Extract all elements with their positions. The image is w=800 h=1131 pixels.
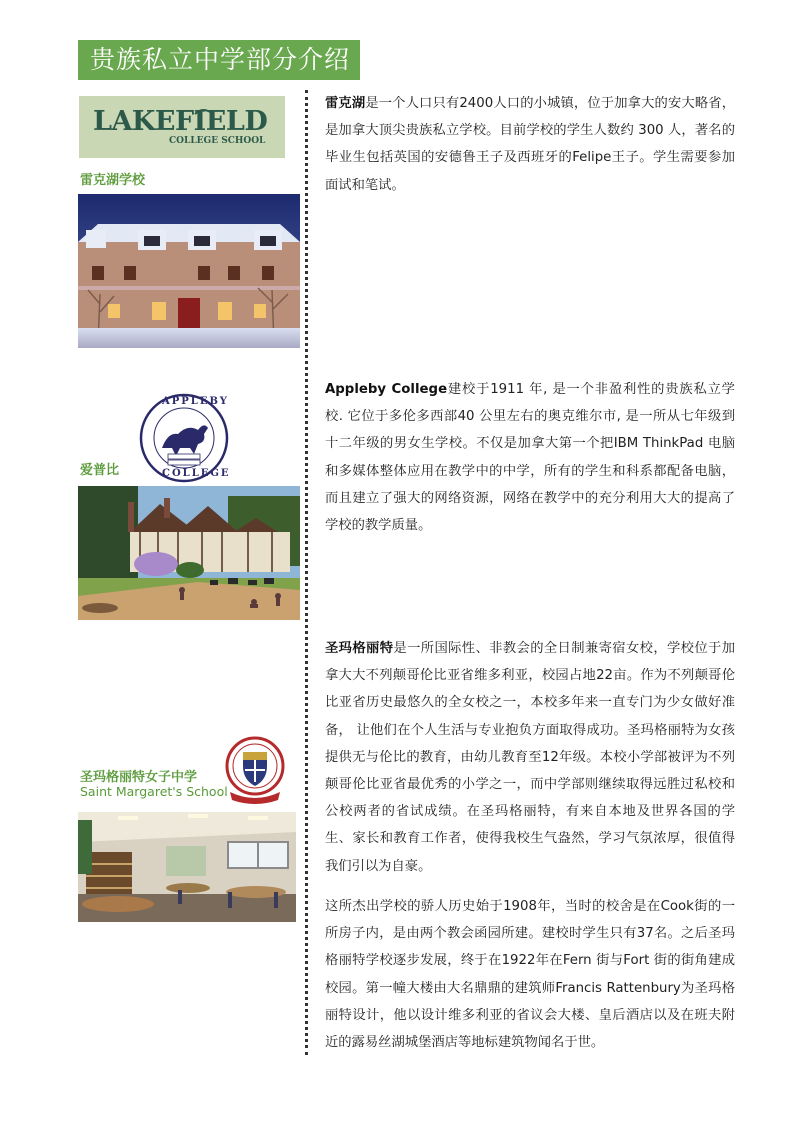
school-name-saint-margarets: 圣玛格丽特女子中学 xyxy=(80,770,198,785)
snowy-stone-mansion-photo xyxy=(78,194,300,348)
lakefield-logo xyxy=(79,96,285,158)
appleby-logo-top: APPLEBY xyxy=(162,396,229,407)
appleby-logo xyxy=(138,392,230,484)
saint-margarets-text: 是一所国际性、非教会的全日制兼寄宿女校，学校位于加拿大大不列颠哥伦比亚省维多利亚，校园占地22亩。作为不列颠哥伦比亚省历史最悠久的全女校之一，本校多年来一直专门为少女做好准备， 让他们在个人生活与专业抱负方面取得成功。圣玛格丽特为女孩提供无与伦比的教育，由幼儿教育至12年级。本校小学部被评为不列颠哥伦比亚省最优秀的小学之一，而中学部则继续取得远胜过私校和公校两者的省试成绩。在圣玛格丽特，有来自本地及世界各国的学生、家长和教育工作者，使得我校生气盎然，学习气氛浓厚，很值得我们引以为自豪。 xyxy=(325,641,736,874)
appleby-text: 建校于1911 年, 是一个非盈利性的贵族私立学校. 它位于多伦多西部40 公里左右的奥克维尔市, 是一所从七年级到十二年级的男女生学校。不仅是加拿大第一个把IBM ThinkPad 电脑和多媒体整体应用在教学中的中学，所有的学生和科系都配备电脑，而且建立了强大的网络资源，网络在教学中的充分利用大大的提高了学校的教学质量。 xyxy=(325,382,735,534)
lakefield-logo-sub: COLLEGE SCHOOL xyxy=(169,136,266,146)
appleby-lead: Appleby College xyxy=(325,382,448,397)
lakefield-logo-main: LAKEFIELD xyxy=(93,106,268,137)
appleby-campus-photo xyxy=(78,486,300,620)
school-name-appleby: 爱普比 xyxy=(80,463,120,478)
saint-margarets-shield-logo xyxy=(224,736,286,806)
lakefield-lead: 雷克湖 xyxy=(325,96,366,111)
saint-margarets-history-text: 这所杰出学校的骄人历史始于1908年，当时的校舍是在Cook街的一所房子内，是由两个教会函园所建。建校时学生只有37名。之后圣玛格丽特学校逐步发展，终于在1922年在Fern 街与Fort 街的街角建成校园。第一幢大楼由大名鼎鼎的建筑师Francis Rattenbury为圣玛格丽特设计，他以设计维多利亚的省议会大楼、皇后酒店以及在班夫附近的露易丝湖城堡酒店等地标建筑物闻名于世。 xyxy=(325,899,735,1051)
lakefield-description xyxy=(325,90,735,199)
school-name-saint-margarets-en: Saint Margaret's School xyxy=(80,784,228,799)
school-name-lakefield: 雷克湖学校 xyxy=(80,173,146,188)
saint-margarets-description xyxy=(325,635,735,880)
appleby-description xyxy=(325,376,735,539)
saint-margarets-logo xyxy=(224,736,286,806)
lakefield-campus-photo xyxy=(78,194,300,348)
page-title: 贵族私立中学部分介绍 xyxy=(78,40,360,80)
appleby-logo-bottom: COLLEGE xyxy=(162,468,231,479)
classroom-interior-photo xyxy=(78,812,296,922)
saint-margarets-campus-photo xyxy=(78,812,296,922)
tudor-campus-photo xyxy=(78,486,300,620)
dotted-divider xyxy=(305,90,308,1055)
saint-margarets-lead: 圣玛格丽特 xyxy=(325,641,394,656)
saint-margarets-history xyxy=(325,893,735,1056)
lakefield-text: 是一个人口只有2400人口的小城镇，位于加拿大的安大略省，是加拿大顶尖贵族私立学校。目前学校的学生人数约 300 人，著名的毕业生包括英国的安德鲁王子及西班牙的Felipe王子。学生需要参加面试和笔试。 xyxy=(325,96,736,193)
